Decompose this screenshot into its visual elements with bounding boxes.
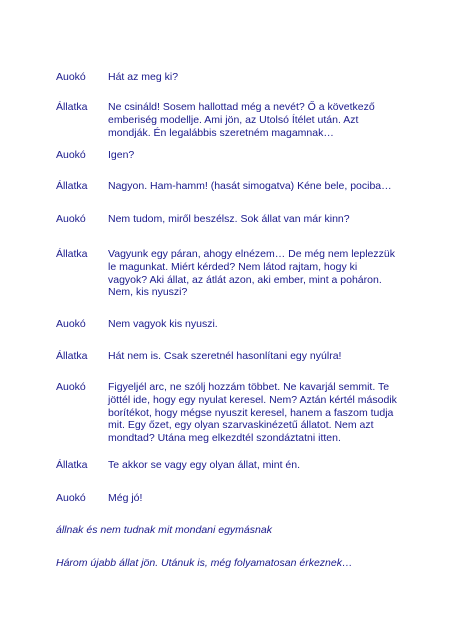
speaker-name: Auokó — [56, 149, 86, 161]
dialogue-text: Igen? — [108, 149, 135, 161]
speaker-name: Állatka — [56, 248, 88, 260]
speaker-name: Auokó — [56, 492, 86, 504]
stage-direction: állnak és nem tudnak mit mondani egymásnak — [56, 524, 272, 536]
dialogue-text: Te akkor se vagy egy olyan állat, mint én. — [108, 459, 301, 471]
dialogue-text: Hát nem is. Csak szeretnél hasonlítani egy nyúlra! — [108, 350, 342, 362]
speaker-name: Állatka — [56, 101, 88, 113]
speaker-name: Állatka — [56, 350, 88, 362]
speaker-name: Auokó — [56, 71, 86, 83]
speaker-name: Állatka — [56, 459, 88, 471]
speaker-name: Állatka — [56, 180, 88, 192]
speaker-name: Auokó — [56, 318, 86, 330]
dialogue-text: Nem vagyok kis nyuszi. — [108, 318, 218, 330]
dialogue-text: Vagyunk egy páran, ahogy elnézem… De még nem leplezzük le magunkat. Miért kérded? Nem látod rajtam, hogy ki vagyok? Aki állat, az átlát azon, aki ember, mint a poháron. Nem, kis nyuszi? — [108, 248, 395, 299]
dialogue-text: Még jó! — [108, 492, 143, 504]
dialogue-text: Nem tudom, miről beszélsz. Sok állat van már kinn? — [108, 213, 350, 225]
dialogue-text: Ne csináld! Sosem hallottad még a nevét? Ő a következő emberiség modellje. Ami jön, az Utolsó Ítélet után. Azt mondják. Én legalábbis szeretném magamnak… — [108, 101, 375, 139]
stage-direction: Három újabb állat jön. Utánuk is, még folyamatosan érkeznek… — [56, 557, 353, 569]
dialogue-text: Figyeljél arc, ne szólj hozzám többet. Ne kavarjál semmit. Te jöttél ide, hogy egy nyulat keresel. Nem? Aztán kértél második borítékot, hogy mégse nyuszit keresel, hanem a faszom tudja mit. Egy őzet, egy olyan szarvaskinézetű állatot. Nem azt mondtad? Utána meg elkezdtél szondáztatni itten. — [108, 381, 397, 445]
speaker-name: Auokó — [56, 381, 86, 393]
dialogue-text: Hát az meg ki? — [108, 71, 179, 83]
speaker-name: Auokó — [56, 213, 86, 225]
dialogue-text: Nagyon. Ham-hamm! (hasát simogatva) Kéne bele, pociba… — [108, 180, 392, 192]
